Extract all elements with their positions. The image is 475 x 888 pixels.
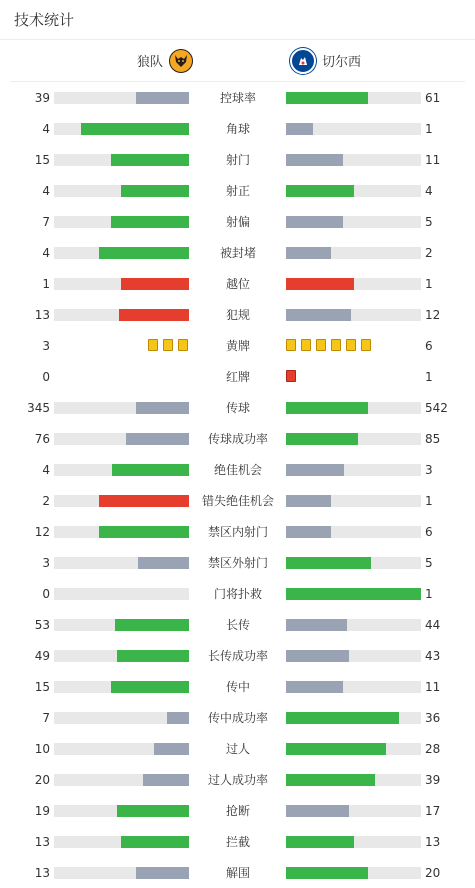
home-stat-value: 49 <box>34 649 50 663</box>
away-stat-bar-fill <box>286 805 349 817</box>
yellow-card-icon <box>301 339 311 351</box>
away-stat-bar-fill <box>286 185 354 197</box>
away-stat-bar <box>286 836 421 848</box>
yellow-card-icon <box>361 339 371 351</box>
stat-label: 黄牌 <box>225 339 250 353</box>
home-stat-value: 10 <box>34 742 50 756</box>
away-stat-bar <box>286 278 421 290</box>
wolves-crest-icon <box>169 49 193 73</box>
stat-label: 门将扑救 <box>213 587 262 601</box>
away-stat-value: 39 <box>425 773 441 787</box>
away-stat-bar <box>286 557 421 569</box>
home-stat-value: 1 <box>42 277 50 291</box>
stat-label: 传中 <box>225 680 250 694</box>
away-stat-bar-fill <box>286 681 343 693</box>
stat-label: 过人成功率 <box>207 773 268 787</box>
home-stat-value: 76 <box>34 432 50 446</box>
home-stat-value: 0 <box>42 370 50 384</box>
home-stat-bar <box>54 433 189 445</box>
stat-label: 传中成功率 <box>207 711 268 725</box>
away-stat-bar-fill <box>286 836 354 848</box>
home-stat-bar <box>54 619 189 631</box>
away-stat-bar-fill <box>286 247 331 259</box>
home-stat-bar-fill <box>121 836 189 848</box>
away-stat-bar-fill <box>286 495 331 507</box>
home-stat-bar-fill <box>99 247 189 259</box>
home-stat-value: 2 <box>42 494 50 508</box>
away-team[interactable] <box>290 40 361 81</box>
stat-label: 射门 <box>225 153 250 167</box>
away-stat-bar <box>286 743 421 755</box>
home-stat-bar-fill <box>138 557 189 569</box>
home-stat-bar <box>54 650 189 662</box>
away-stat-value: 36 <box>425 711 441 725</box>
stat-label: 犯规 <box>225 308 250 322</box>
home-stat-value: 19 <box>34 804 50 818</box>
stat-row <box>0 678 475 696</box>
away-stat-value: 11 <box>425 680 441 694</box>
home-stat-bar-fill <box>99 526 189 538</box>
home-stat-value: 7 <box>42 711 50 725</box>
stat-label: 被封堵 <box>219 246 256 260</box>
stat-row <box>0 275 475 293</box>
home-stat-value: 20 <box>34 773 50 787</box>
stat-row <box>0 461 475 479</box>
home-stat-bar <box>54 526 189 538</box>
home-stat-bar <box>54 247 189 259</box>
home-team[interactable] <box>137 40 193 81</box>
away-stat-bar <box>286 464 421 476</box>
away-stat-bar <box>286 216 421 228</box>
away-stat-value: 13 <box>425 835 441 849</box>
stat-row <box>0 151 475 169</box>
stat-row <box>0 554 475 572</box>
away-stat-value: 28 <box>425 742 441 756</box>
away-stat-bar-fill <box>286 433 358 445</box>
away-stat-bar <box>286 185 421 197</box>
home-stat-bar-fill <box>112 464 189 476</box>
stat-row <box>0 802 475 820</box>
away-stat-bar <box>286 588 421 600</box>
away-stat-bar <box>286 309 421 321</box>
home-stat-bar <box>54 836 189 848</box>
stat-row <box>0 89 475 107</box>
home-stat-bar-fill <box>136 402 189 414</box>
home-stat-bar-fill <box>121 185 189 197</box>
away-stat-value: 85 <box>425 432 441 446</box>
stat-label: 越位 <box>225 277 250 291</box>
away-stat-value: 61 <box>425 91 441 105</box>
home-stat-bar <box>54 216 189 228</box>
away-stat-value: 4 <box>425 184 433 198</box>
stat-row <box>0 740 475 758</box>
stat-row <box>0 244 475 262</box>
home-stat-value: 4 <box>42 184 50 198</box>
home-stat-bar-fill <box>117 650 189 662</box>
yellow-card-icon <box>331 339 341 351</box>
stat-row <box>0 647 475 665</box>
away-stat-value: 1 <box>425 587 433 601</box>
away-stat-bar <box>286 495 421 507</box>
away-stat-bar-fill <box>286 526 331 538</box>
away-stat-bar-fill <box>286 402 368 414</box>
home-stat-bar <box>54 309 189 321</box>
home-stat-bar-fill <box>111 681 189 693</box>
stat-row <box>0 585 475 603</box>
stat-row <box>0 771 475 789</box>
home-stat-value: 15 <box>34 153 50 167</box>
away-stat-value: 2 <box>425 246 433 260</box>
away-stat-value: 43 <box>425 649 441 663</box>
home-stat-bar-fill <box>117 805 189 817</box>
away-stat-bar <box>286 92 421 104</box>
home-stat-bar-fill <box>115 619 189 631</box>
home-stat-bar-fill <box>111 216 189 228</box>
home-stat-value: 7 <box>42 215 50 229</box>
away-stat-bar-fill <box>286 650 349 662</box>
stat-row <box>0 399 475 417</box>
home-stat-value: 3 <box>42 556 50 570</box>
home-stat-bar <box>54 402 189 414</box>
stat-row <box>0 430 475 448</box>
away-stat-bar <box>286 650 421 662</box>
home-stat-bar-fill <box>136 92 189 104</box>
away-stat-bar-fill <box>286 712 399 724</box>
home-stat-bar <box>54 588 189 600</box>
away-stat-bar <box>286 154 421 166</box>
home-stat-value: 3 <box>42 339 50 353</box>
away-stat-bar <box>286 526 421 538</box>
chelsea-crest-icon <box>290 48 316 74</box>
home-stat-value: 0 <box>42 587 50 601</box>
away-stat-value: 542 <box>425 401 448 415</box>
away-stat-bar-fill <box>286 123 313 135</box>
away-stat-value: 3 <box>425 463 433 477</box>
teams-row <box>10 40 465 82</box>
away-stat-bar <box>286 433 421 445</box>
home-stat-bar-fill <box>143 774 189 786</box>
home-stat-bar <box>54 495 189 507</box>
away-stat-value: 20 <box>425 866 441 880</box>
home-stat-bar <box>54 867 189 879</box>
stat-label: 射偏 <box>225 215 250 229</box>
home-stat-bar-fill <box>81 123 189 135</box>
away-stat-value: 44 <box>425 618 441 632</box>
stat-label: 禁区外射门 <box>207 556 268 570</box>
away-stat-bar <box>286 774 421 786</box>
home-stat-value: 13 <box>34 866 50 880</box>
stat-row <box>0 523 475 541</box>
home-stat-bar-fill <box>119 309 189 321</box>
stat-row <box>0 213 475 231</box>
away-stat-bar <box>286 402 421 414</box>
home-stat-value: 4 <box>42 463 50 477</box>
stat-label: 控球率 <box>219 91 256 105</box>
home-stat-value: 13 <box>34 835 50 849</box>
home-stat-value: 53 <box>34 618 50 632</box>
section-header <box>0 0 475 40</box>
stat-row <box>0 864 475 882</box>
yellow-card-icon <box>316 339 326 351</box>
away-stat-bar <box>286 681 421 693</box>
away-stat-value: 5 <box>425 556 433 570</box>
home-stat-bar-fill <box>136 867 189 879</box>
stat-label: 绝佳机会 <box>213 463 262 477</box>
stat-row <box>0 337 475 355</box>
stat-label: 红牌 <box>225 370 250 384</box>
stat-label: 射正 <box>225 184 250 198</box>
stat-label: 长传 <box>225 618 250 632</box>
away-team-name: 切尔西 <box>322 55 362 70</box>
away-stat-value: 1 <box>425 494 433 508</box>
home-stat-bar <box>54 123 189 135</box>
yellow-card-icon <box>163 339 173 351</box>
yellow-card-icon <box>346 339 356 351</box>
home-stat-bar <box>54 774 189 786</box>
home-stat-bar <box>54 805 189 817</box>
stat-label: 错失绝佳机会 <box>201 494 274 508</box>
away-stat-value: 11 <box>425 153 441 167</box>
yellow-card-icon <box>286 339 296 351</box>
away-stat-value: 1 <box>425 122 433 136</box>
stat-row <box>0 182 475 200</box>
stat-row <box>0 616 475 634</box>
away-stat-bar-fill <box>286 309 351 321</box>
away-stat-value: 6 <box>425 339 433 353</box>
home-stat-bar-fill <box>167 712 189 724</box>
stat-label: 角球 <box>225 122 250 136</box>
away-stat-bar-fill <box>286 216 343 228</box>
home-stat-bar <box>54 278 189 290</box>
away-stat-bar <box>286 247 421 259</box>
stat-row <box>0 306 475 324</box>
home-stat-bar-fill <box>154 743 189 755</box>
away-stat-bar-fill <box>286 774 375 786</box>
away-stat-bar-fill <box>286 278 354 290</box>
home-stat-bar-fill <box>99 495 189 507</box>
away-stat-value: 1 <box>425 277 433 291</box>
away-stat-bar-fill <box>286 154 343 166</box>
stat-label: 过人 <box>225 742 250 756</box>
home-stat-value: 4 <box>42 122 50 136</box>
home-stat-bar <box>54 92 189 104</box>
away-stat-bar-fill <box>286 588 421 600</box>
away-stat-bar-fill <box>286 92 368 104</box>
away-stat-bar <box>286 712 421 724</box>
stat-row <box>0 492 475 510</box>
away-stat-bar-fill <box>286 619 347 631</box>
stat-row <box>0 709 475 727</box>
stat-label: 长传成功率 <box>207 649 268 663</box>
home-stat-bar-fill <box>121 278 189 290</box>
away-stat-bar <box>286 123 421 135</box>
stat-label: 拦截 <box>225 835 250 849</box>
stat-row <box>0 833 475 851</box>
stat-label: 禁区内射门 <box>207 525 268 539</box>
yellow-card-icon <box>148 339 158 351</box>
away-stat-bar <box>286 867 421 879</box>
away-stat-value: 1 <box>425 370 433 384</box>
home-stat-bar-fill <box>111 154 189 166</box>
away-stat-bar-fill <box>286 743 386 755</box>
home-stat-value: 12 <box>34 525 50 539</box>
home-stat-value: 39 <box>34 91 50 105</box>
yellow-card-icon <box>178 339 188 351</box>
away-stat-value: 5 <box>425 215 433 229</box>
home-stat-value: 345 <box>27 401 50 415</box>
home-stat-bar-fill <box>126 433 189 445</box>
home-stat-bar <box>54 743 189 755</box>
away-stat-bar-fill <box>286 557 371 569</box>
away-stat-bar <box>286 805 421 817</box>
section-title: 技术统计 <box>14 11 75 29</box>
red-card-icon <box>286 370 296 382</box>
away-stat-bar <box>286 619 421 631</box>
home-team-name: 狼队 <box>137 55 164 70</box>
stat-label: 解围 <box>225 866 250 880</box>
away-stat-value: 12 <box>425 308 441 322</box>
home-stat-bar <box>54 712 189 724</box>
stat-row <box>0 120 475 138</box>
home-stat-bar <box>54 557 189 569</box>
away-stat-bar-fill <box>286 867 368 879</box>
stat-row <box>0 368 475 386</box>
home-stat-value: 13 <box>34 308 50 322</box>
stat-label: 传球 <box>225 401 250 415</box>
away-stat-value: 17 <box>425 804 441 818</box>
home-stat-bar <box>54 185 189 197</box>
home-stat-bar <box>54 154 189 166</box>
home-stat-value: 4 <box>42 246 50 260</box>
stat-label: 传球成功率 <box>207 432 268 446</box>
home-stat-bar <box>54 681 189 693</box>
home-stat-value: 15 <box>34 680 50 694</box>
away-stat-value: 6 <box>425 525 433 539</box>
home-stat-bar <box>54 464 189 476</box>
stat-label: 抢断 <box>225 804 250 818</box>
away-stat-bar-fill <box>286 464 344 476</box>
